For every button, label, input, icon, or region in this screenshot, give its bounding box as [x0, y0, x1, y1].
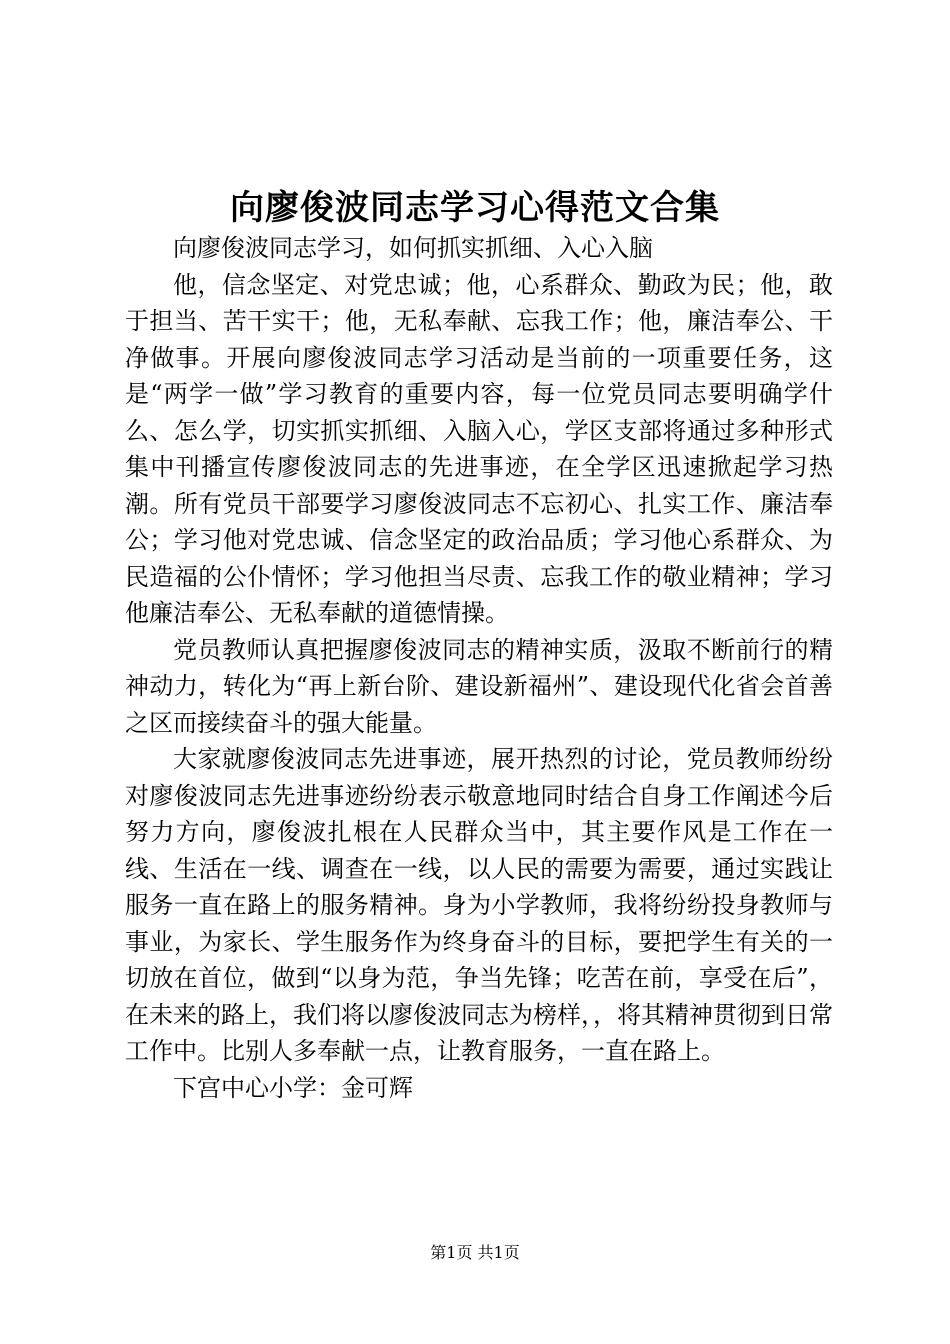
paragraph-signature: 下宫中心小学：金可辉 — [173, 1073, 413, 1102]
paragraph-subtitle: 向廖俊波同志学习，如何抓实抓细、入心入脑 — [173, 234, 653, 262]
document-body — [125, 230, 833, 1106]
paragraph-3: 大家就廖俊波同志先进事迹，展开热烈的讨论，党员教师纷纷对廖俊波同志先进事迹纷纷表示敬意地同时结合自身工作阐述今后努力方向，廖俊波扎根在人民群众当中，其主要作风是工作在一线、生活在一线、调查在一线，以人民的需要为需要，通过实践让服务一直在路上的服务精神。身为小学教师，我将纷纷投身教师与事业，为家长、学生服务作为终身奋斗的目标，要把学生有关的一切放在首位，做到“以身为范，争当先锋；吃苦在前，享受在后”，在未来的路上，我们将以廖俊波同志为榜样，，将其精神贯彻到日常工作中。比别人多奉献一点，让教育服务，一直在路上。 — [125, 745, 833, 1065]
page-footer: 第1页 共1页 — [430, 1243, 520, 1262]
paragraph-1: 他，信念坚定、对党忠诚；他，心系群众、勤政为民；他，敢于担当、苦干实干；他，无私奉献、忘我工作；他，廉洁奉公、干净做事。开展向廖俊波同志学习活动是当前的一项重要任务，这是“两学一做”学习教育的重要内容，每一位党员同志要明确学什么、怎么学，切实抓实抓细、入脑入心，学区支部将通过多种形式集中刊播宣传廖俊波同志的先进事迹，在全学区迅速掀起学习热潮。所有党员干部要学习廖俊波同志不忘初心、扎实工作、廉洁奉公；学习他对党忠诚、信念坚定的政治品质；学习他心系群众、为民造福的公仆情怀；学习他担当尽责、忘我工作的敬业精神；学习他廉洁奉公、无私奉献的道德情操。 — [125, 270, 833, 627]
document-title: 向廖俊波同志学习心得范文合集 — [230, 188, 720, 228]
paragraph-2: 党员教师认真把握廖俊波同志的精神实质，汲取不断前行的精神动力，转化为“再上新台阶、建设新福州”、建设现代化省会首善之区而接续奋斗的强大能量。 — [125, 635, 833, 737]
